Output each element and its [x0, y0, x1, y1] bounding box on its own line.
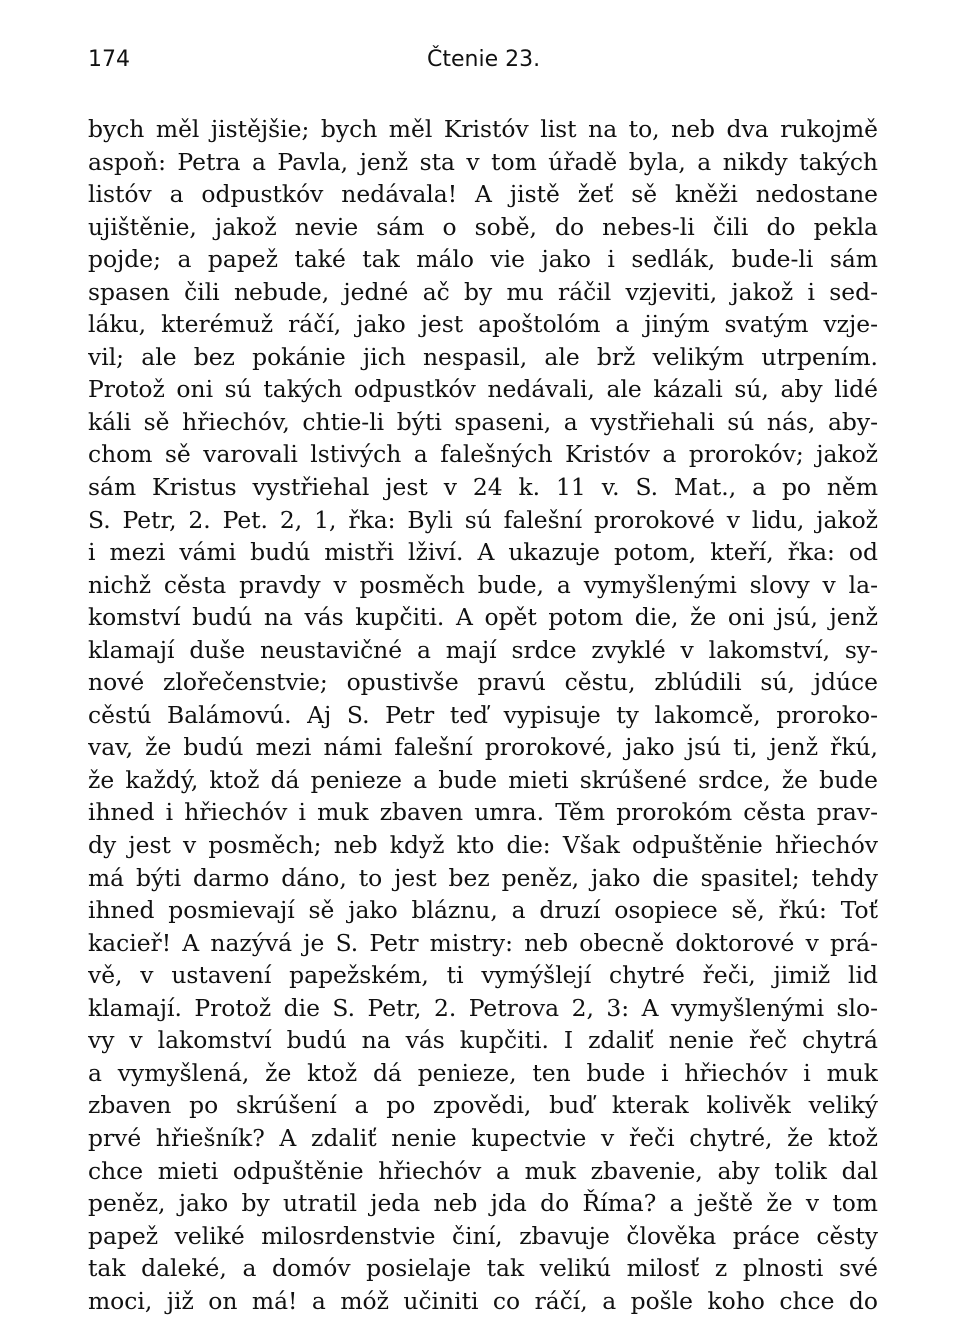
text-line: zbaven po skrúšení a po zpovědi, buď kterak kolivěk veliký: [88, 1091, 878, 1120]
text-line: chce mieti odpuštěnie hřiechóv a muk zbavenie, aby tolik dal: [88, 1156, 878, 1185]
text-line: kacieř! A nazývá je S. Petr mistry: neb obecně doktorové v prá-: [88, 928, 878, 957]
running-head: Čtenie 23.: [427, 47, 541, 72]
text-line: Protož oni sú takých odpustkóv nedávali, ale kázali sú, aby lidé: [88, 375, 878, 404]
text-line: ihned posmievají sě jako bláznu, a druzí osopiece sě, řkú: Toť: [88, 896, 878, 925]
text-line: má býti darmo dáno, to jest bez peněz, jako die spasitel; tehdy: [88, 863, 878, 892]
text-line: papež veliké milosrdenstvie činí, zbavuje člověka práce cěsty: [88, 1221, 878, 1250]
text-line: moci, již on má! a móž učiniti co ráčí, a pošle koho chce do: [88, 1286, 878, 1315]
text-line: komství budú na vás kupčiti. A opět potom die, že oni jsú, jenž: [88, 603, 878, 632]
text-line: ujištěnie, jakož nevie sám o sobě, do nebes-li čili do pekla: [88, 212, 878, 241]
text-line: vě, v ustavení papežském, ti vymýšlejí chytré řeči, jimiž lid: [88, 961, 878, 990]
body-text: [88, 113, 878, 1317]
text-line: klamají duše neustavičné a mají srdce zvyklé v lakomství, sy-: [88, 635, 878, 664]
page-header: [88, 40, 878, 80]
text-line: pojde; a papež také tak málo vie jako i sedlák, bude-li sám: [88, 245, 878, 274]
text-line: nichž cěsta pravdy v posměch bude, a vymyšlenými slovy v la-: [88, 570, 878, 599]
text-line: že každý, ktož dá penieze a bude mieti skrúšené srdce, že bude: [88, 765, 878, 794]
text-line: listóv a odpustkóv nedávala! A jistě žeť sě kněži nedostane: [88, 180, 878, 209]
text-line: káli sě hřiechóv, chtie-li býti spaseni, a vystřiehali sú nás, aby-: [88, 407, 878, 436]
text-line: dy jest v posměch; neb když kto die: Však odpuštěnie hřiechóv: [88, 831, 878, 860]
text-line: sám Kristus vystřiehal jest v 24 k. 11 v. S. Mat., a po něm: [88, 473, 878, 502]
text-line: spasen čili nebude, jedné ač by mu ráčil vzjeviti, jakož i sed-: [88, 277, 878, 306]
text-line: tak daleké, a domóv posielaje tak velikú milosť z plnosti své: [88, 1254, 878, 1283]
text-line: nové zlořečenstvie; opustivše pravú cěstu, zblúdili sú, jdúce: [88, 668, 878, 697]
text-line: bych měl jistějšie; bych měl Kristóv list na to, neb dva rukojmě: [88, 115, 878, 143]
text-line: ihned i hřiechóv i muk zbaven umra. Těm prorokóm cěsta prav-: [88, 798, 878, 827]
text-line: S. Petr, 2. Pet. 2, 1, řka: Byli sú falešní prorokové v lidu, jakož: [88, 505, 878, 534]
text-line: chom sě varovali lstivých a falešných Kristóv a prorokóv; jakož: [88, 440, 878, 469]
text-line: láku, kterémuž ráčí, jako jest apoštolóm a jiným svatým vzje-: [88, 310, 878, 339]
text-line: cěstú Balámovú. Aj S. Petr teď vypisuje ty lakomcě, proroko-: [88, 700, 878, 729]
text-line: prvé hřiešník? A zdaliť nenie kupectvie v řeči chytré, že ktož: [88, 1123, 878, 1152]
text-line: vil; ale bez pokánie jich nespasil, ale brž velikým utrpením.: [88, 342, 878, 371]
text-line: klamají. Protož die S. Petr, 2. Petrova 2, 3: A vymyšlenými slo-: [88, 993, 878, 1022]
text-line: vav, že budú mezi námi falešní prorokové, jako jsú ti, jenž řkú,: [88, 733, 878, 762]
text-line: vy v lakomství budú na vás kupčiti. I zdaliť nenie řeč chytrá: [88, 1026, 878, 1055]
page-number: 174: [88, 47, 130, 72]
text-line: peněz, jako by utratil jeda neb jda do Říma? a ještě že v tom: [88, 1189, 878, 1218]
text-line: a vymyšlená, že ktož dá penieze, ten bude i hřiechóv i muk: [88, 1058, 878, 1087]
text-line: i mezi vámi budú mistři lživí. A ukazuje potom, kteří, řka: od: [88, 538, 878, 567]
text-line: aspoň: Petra a Pavla, jenž sta v tom úřadě byla, a nikdy takých: [88, 147, 878, 176]
